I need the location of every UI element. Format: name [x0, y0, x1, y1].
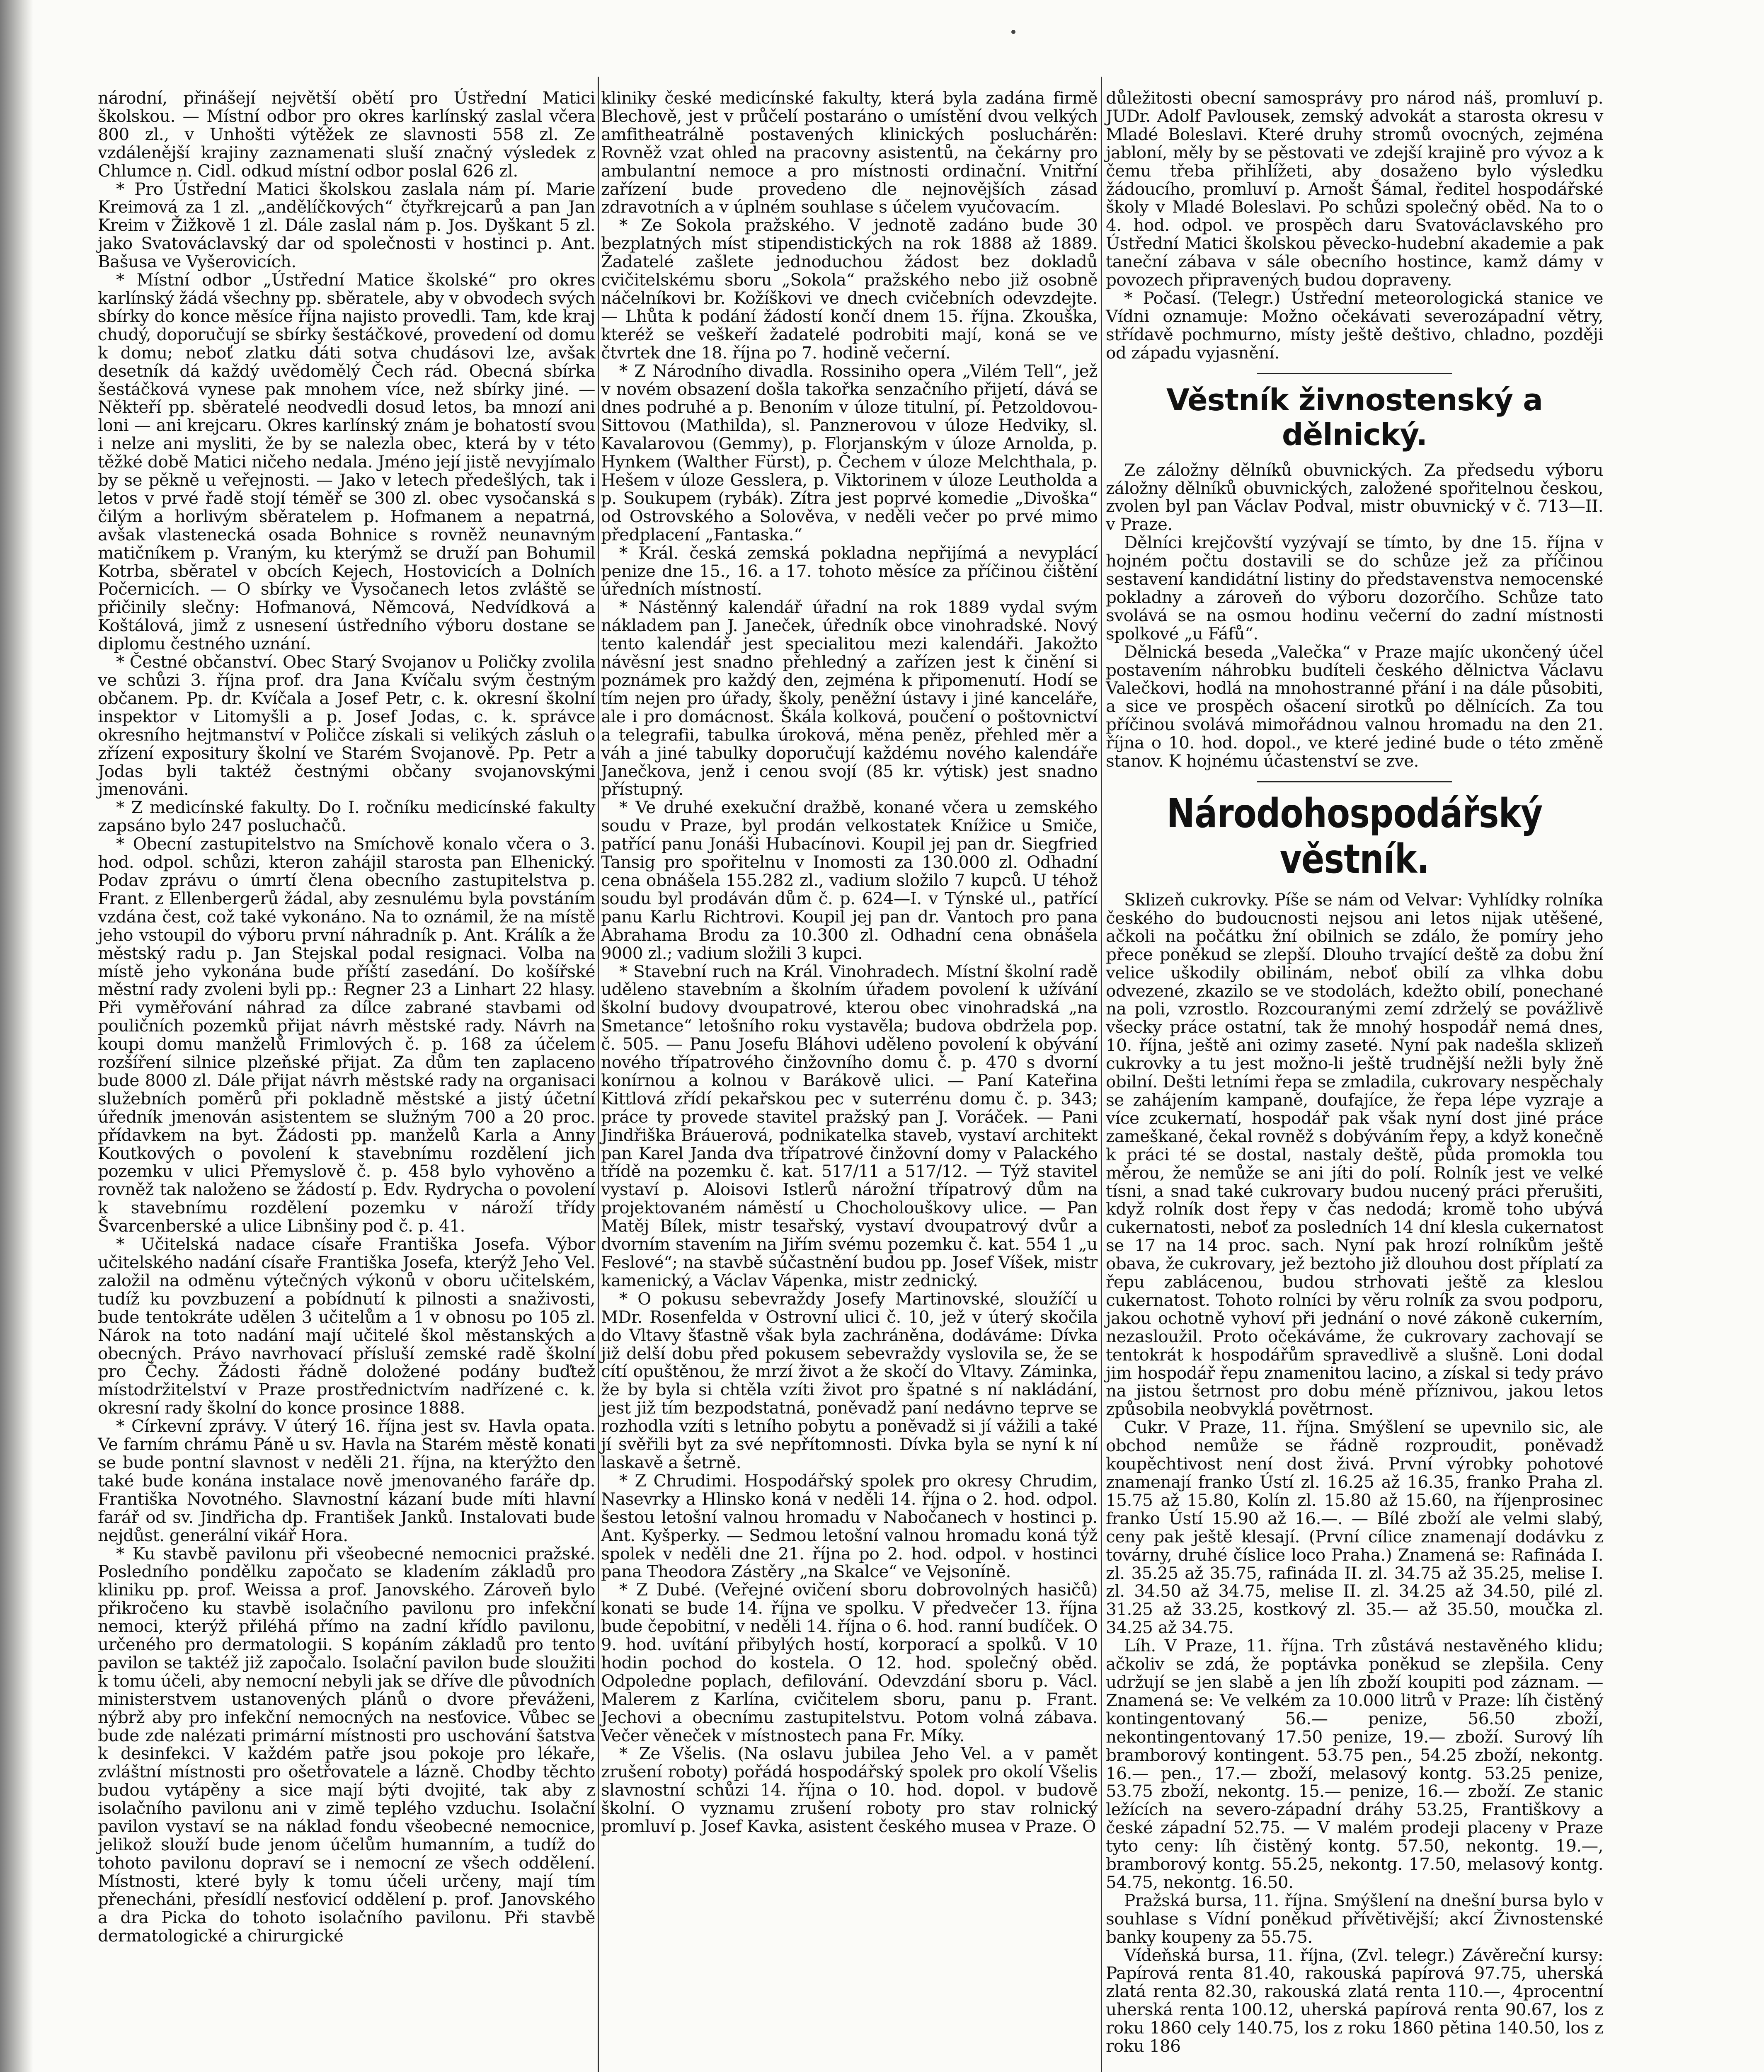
paragraph: * Ze Sokola pražského. V jednotě zadáno bude 30 bezplatných míst stipendistických na rok 1888 až 1889. Žadatelé zašlete jednoduchou žádost bez dokladů cvičitelskému sboru „Sokola“ pražského nebo již osobně náčelníkovi br. Kožíškovi ve dnech cvičebních odevzdejte. — Lhůta k podání žádostí končí dnem 15. října. Zkouška, kteréž se veškeří žadatelé podrobiti mají, koná se ve čtvrtek dne 18. října po 7. hodině večerní.: [601, 215, 1098, 363]
binding-shadow: [0, 0, 33, 2072]
paragraph: Pražská bursa, 11. října. Smýšlení na dnešní bursa bylo v souhlase s Vídní poněkud přívětivější; akcí Živnostenské banky koupeny za 55.75.: [1106, 1890, 1603, 1947]
paragraph: národní, přinášejí největší obětí pro Ústřední Matici školskou. — Místní odbor pro okres karlínský zaslal včera 800 zl., v Unhošti výtěžek ze slavnosti 558 zl. Ze vzdálenější krajiny zaznamenati sluší značný výsledek z Chlumce n. Cidl. odkud místní odbor poslal 626 zl.: [98, 88, 595, 181]
paragraph: * Z Národního divadla. Rossiniho opera „Vilém Tell“, jež v novém obsazení došla takořka senzačního přijetí, dává se dnes podruhé a p. Benoním v úloze titulní, pí. Petzoldovou-Sittovou (Mathilda), sl. Panznerovou v úloze Hedviky, sl. Kavalarovou (Gemmy), p. Florjanským v úloze Arnolda, p. Hynkem (Walther Fürst), p. Čechem v úloze Melchthala, p. Hešem v úloze Gesslera, p. Viktorinem v úloze Leutholda a p. Soukupem (rybák). Zítra jest poprvé komedie „Divoška“ od Ostrovského a Solověva, v neděli večer po prvé mimo předplacení „Fantaska.“: [601, 361, 1098, 545]
column-1: [98, 89, 595, 1945]
paragraph: * Ze Všelis. (Na oslavu jubilea Jeho Vel. a v pamět zrušení roboty) pořádá hospodářský spolek pro okolí Všelis slavnostní schůzi 14. října o 10. hod. dopol. v budově školní. O vyznamu zrušení roboty pro stav rolnický promluví p. Josef Kavka, asistent českého musea v Praze. O: [601, 1743, 1098, 1837]
paragraph: * Stavební ruch na Král. Vinohradech. Místní školní radě uděleno stavebním a školním úřadem povolení k užívání školní budovy dvoupatrové, kterou obec vinohradská „na Smetance“ letošního roku vystavěla; budova obdržela pop. č. 505. — Panu Josefu Bláhovi uděleno povolení k obývání nového třípatrového činžovního domu č. p. 470 s dvorní konírnou a kolnou v Barákově ulici. — Paní Kateřina Kittlová zřídí pekařskou pec v suterrénu domu č. p. 343; práce ty provede stavitel pražský pan J. Voráček. — Pani Jindřiška Bráuerová, podnikatelka staveb, vystaví architekt pan Karel Janda dva třípatrové činžovní domy v Palackého třídě na pozemku č. kat. 517/11 a 517/12. — Týž stavitel vystaví p. Aloisovi Istlerů nárožní třípatrový dům na projektovaném náměstí u Chocholouškovy ulice. — Pan Matěj Bílek, mistr tesařský, vystaví dvoupatrový dvůr a dvorním stavením na Jiřím svému pozemku č. kat. 554 1 „u Feslové“; na stavbě súčastnění budou pp. Josef Víšek, mistr kamenický, a Václav Vápenka, mistr zednický.: [601, 961, 1098, 1290]
column-rule-right: [1101, 77, 1102, 2072]
section-heading-economy: Národohospodářský věstník.: [1166, 790, 1543, 882]
paragraph: Líh. V Praze, 11. října. Trh zůstává nestavěného klidu; ačkoliv se zdá, že poptávka poněkud se zlepšila. Ceny udržují se jen slabě a jen líh zboží koupiti pod záznam. — Znamená se: Ve velkém za 10.000 litrů v Praze: líh čistěný kontingentovaný 56.— penize, 56.50 zboží, nekontingentovaný 17.50 penize, 19.— zboží. Surový líh bramborový kontingent. 53.75 pen., 54.25 zboží, nekontg. 16.— pen., 17.— zboží, melasový kontg. 53.25 penize, 53.75 zboží, nekontg. 15.— penize, 16.— zboží. Ze stanic ležících na severo-západní dráhy 53.25, Františkovy a české západní 52.75. — V malém prodeji placeny v Praze tyto ceny: líh čistěný kontg. 57.50, nekontg. 19.—, bramborový kontg. 55.25, nekontg. 17.50, melasový kontg. 54.75, nekontg. 16.50.: [1106, 1636, 1603, 1892]
section-divider: [1257, 373, 1452, 374]
paragraph: * Ku stavbě pavilonu při všeobecné nemocnici pražské. Posledního pondělku započato se kladením základů pro kliniku pp. prof. Weissa a prof. Janovského. Zároveň bylo přikročeno ku stavbě isolačního pavilonu pro infekční nemoci, kterýž přiléhá přímo na zadní křídlo pavilonu, určeného pro dermatologii. S kopáním základů pro tento pavilon se taktéž již započalo. Isolační pavilon bude sloužiti k tomu účeli, aby nemocní nebyli jak se dříve dle původních ministerstvem ustanovených plánů o dvore převáženi, nýbrž aby pro infekční nemocných na nesťovice. Vůbec se bude zde nalézati primární místnosti pro uschování šatstva k desinfekci. V každém patře jsou pokoje pro lékaře, zvláštní místnosti pro ošetřovatele a lázně. Chodby těchto budou vytápěny a sice mají býti dvojité, tak aby z isolačního pavilonu ani v zimě teplého vzduchu. Isolační pavilon vystaví se na náklad fondu všeobecné nemocnice, jelikož slouží bude jenom účelům humanním, a tudíž do tohoto pavilonu dopraví se i nemocní ze všech oddělení. Místnosti, které byly k tomu účeli určeny, mají tím přenecháni, přesídlí nesťovicí oddělení p. prof. Janovského a dra Picka do tohoto isolačního pavilonu. Při stavbě dermatologické a chirurgické: [98, 1543, 595, 1946]
column-2: [601, 89, 1098, 1836]
paragraph: * Obecní zastupitelstvo na Smíchově konalo včera o 3. hod. odpol. schůzi, kteron zahájil starosta pan Elhenický. Podav zprávu o úmrtí člena obecního zastupitelstva p. Frant. z Ellenbergerů žádal, aby zesnulému byla povstáním vzdána čest, což také vykonáno. Na to oznámil, že na místě jeho vstoupil do výboru první náhradník p. Ant. Králík a že městský radu p. Jan Stejskal podal resignaci. Volba na místě jeho vykonána bude příští zasedání. Do košířské městní rady zvoleni byli pp.: Regner 23 a Linhart 22 hlasy. Při vyměřování náhrad za dílce zabrané stavbami od pouličních pozemků přijat návrh městské rady. Návrh na koupi domu manželů Frimlových č. p. 168 za účelem rozšíření silnice plzeňské přijat. Za dům ten zaplaceno bude 8000 zl. Dále přijat návrh městské rady na organisaci služebních poměrů při pokladně městské a jistý účetní úředník jmenován asistentem se služným 700 a 20 proc. přídavkem na byt. Žádosti pp. manželů Karla a Anny Koutkových o povolení k stavebnímu rozdělení jich pozemku v ulici Přemyslově č. p. 458 bylo vyhověno a rovněž tak naloženo se žádostí p. Edv. Rydrycha o povolení k stavebnímu rozdělení pozemku v nároží třídy Švarcenberské a ulice Libnšiny pod č. p. 41.: [98, 834, 595, 1236]
paragraph: Cukr. V Praze, 11. října. Smýšlení se upevnilo sic, ale obchod nemůže se řádně rozproudit, poněvadž koupěchtivost není dost živá. První výrobky pohotové znamenají franko Ústí zl. 16.25 až 16.35, franko Praha zl. 15.75 až 15.80, Kolín zl. 15.80 až 15.60, na říjenprosinec franko Ústí 15.90 až 16.—. — Bílé zboží ale velmi slabý, ceny pak ještě klesají. (První cílice znamenají dodávku z továrny, druhé číslice loco Praha.) Znamená se: Rafináda I. zl. 35.25 až 35.75, rafináda II. zl. 34.75 až 35.25, melise I. zl. 34.50 až 34.75, melise II. zl. 34.25 až 34.50, pilé zl. 31.25 až 33.25, kostkový zl. 35.— až 35.50, moučka zl. 34.25 až 34.75.: [1106, 1417, 1603, 1638]
ink-dot: [1011, 30, 1015, 34]
column-3: [1106, 89, 1603, 2055]
paragraph: Sklizeň cukrovky. Píše se nám od Velvar: Vyhlídky rolníka českého do budoucnosti nejsou ani letos nijak utěšené, ačkoli na počátku žní obilnich se zdálo, že pomíry jeho přece poněkud se zlepší. Dlouho trvající deště za dobu žní velice uškodily obilinám, neboť obilí za vlhka dobu odvezené, zkazilo se ve stodolách, kdežto obilí, ponechané na poli, vzrostlo. Rozcouranými zemí zdrželý se povážlivě všecky práce ostatní, tak že mnohý hospodář nemá dnes, 10. října, ještě ani ozimy zaseté. Nyní pak nadešla sklizeň cukrovky a tu jest možno-li ještě trudnější nežli byly žně obilní. Dešti letními řepa se zmladila, cukrovary nespěchaly se zahájením kampaně, doufajíce, že řepa lépe vyzraje a více zcukernatí, hospodář pak však nyní dost jiné práce zameškané, čekal rovněž s dobýváním řepy, a když konečně k práci té se dostal, nastaly deště, půda promokla tou měrou, že nemůže se ani jíti do polí. Rolník jest ve velké tísni, a snad také cukrovary budou nucený práci přerušiti, když rolník dost řepy v čas nedodá; kromě toho ubývá cukernatosti, neboť za posledních 14 dní klesla cukernatost se 17 na 14 proc. sach. Nyní pak hrozí rolníkům ještě obava, že cukrovary, jež beztoho již dlouhou dost příplatí za řepu zablácenou, budou strhovati ještě za kleslou cukernatost. Tohoto rolníci by věru rolník za svou podporu, jakou ochotně vyhoví při jednání o nové zákoně cukerním, nezasloužil. Proto očekáváme, že cukrovary zachovají se tentokrát k hospodářům spravedlivě a slušně. Loni dodal jim hospodář řepu znamenitou lacino, a získal si tedy právo na jistou šetrnost pro dobu méně příznivou, jakou letos způsobila neobvyklá povětrnost.: [1106, 890, 1603, 1419]
paragraph: * Církevní zprávy. V úterý 16. října jest sv. Havla opata. Ve farním chrámu Páně u sv. Havla na Starém městě konati se bude pontní slavnost v neděli 21. října, na kterýžto den také bude konána instalace nově jmenovaného faráře dp. Františka Novotného. Slavnostní kázaní bude míti hlavní farář od sv. Jindřicha dp. František Janků. Instalovati bude nejdůst. generální vikář Hora.: [98, 1416, 595, 1545]
paragraph: * Král. česká zemská pokladna nepřijímá a nevyplácí penize dne 15., 16. a 17. tohoto měsíce za příčinou čištění úředních místností.: [601, 542, 1098, 599]
paragraph: Vídeňská bursa, 11. října, (Zvl. telegr.) Závěreční kursy: Papírová renta 81.40, rakouská papírová 97.75, uherská zlatá renta 82.30, rakouská zlatá renta 110.—, 4procentní uherská renta 100.12, uherská papírová renta 90.67, los z roku 1860 cely 140.75, los z roku 1860 pětina 140.50, los z roku 186: [1106, 1945, 1603, 2056]
paragraph: * Místní odbor „Ústřední Matice školské“ pro okres karlínský žádá všechny pp. sběratele, aby v obvodech svých sbírky do konce měsíce října najisto provedli. Tam, kde kraj chudý, doporučují se sbírky šestáčkové, provedení od domu k domu; neboť zlatku dáti sotva chudásovi lze, avšak desetník dá každý uvědomělý Čech rád. Obecná sbírka šestáčková vynese pak mnohem více, než sbírky jiné. — Někteří pp. sběratelé neodvedli dosud letos, ba mnozí ani loni — ani krejcaru. Okres karlínský znám je bohatostí svou i nelze ani mysliti, že by se nalezla obec, která by v této těžké době Matici ničeho nedala. Jméno její jistě nevyjímalo by se pěkně u veřejnosti. — Jako v letech předešlých, tak i letos v prvé řadě stojí téměř se 300 zl. obec vysočanská s čilým a horlivým sběratelem p. Hofmanem a nepatrná, avšak vlastenecká osada Bohnice s rovněž neunavným matičníkem p. Vraným, ku kterýmž se druží pan Bohumil Kotrba, sběratel v obcích Kejech, Hostovicích a Dolních Počernicích. — O sbírky ve Vysočanech letos zvláště se přičinily slečny: Hofmanová, Němcová, Nedvídková a Koštálová, jimž z usnesení ústředního výboru dostane se diplomu čestného uznání.: [98, 270, 595, 654]
paragraph: * Počasí. (Telegr.) Ústřední meteorologická stanice ve Vídni oznamuje: Možno očekávati severozápadní větry, střídavě pochmurno, místy ještě deštivo, chladno, později od západu vyjasnění.: [1106, 288, 1603, 363]
paragraph: důležitosti obecní samosprávy pro národ náš, promluví p. JUDr. Adolf Pavlousek, zemský advokát a starosta okresu v Mladé Boleslavi. Které druhy stromů ovocných, zejména jabloní, měly by se pěstovati ve zdejší krajině pro vývoz a k čemu třeba přihlížeti, aby dosaženo bylo výsledku žádoucího, promluví p. Arnošt Šámal, ředitel hospodářské školy v Mladé Boleslavi. Po schůzi společný oběd. Na to o 4. hod. odpol. ve prospěch daru Svatováclavského pro Ústřední Matici školskou pěvecko-hudební akademie a pak taneční zábava v sále obecního hostince, kamž dámy v povozech připravených budou dopraveny.: [1106, 88, 1603, 290]
paragraph: * Ve druhé exekuční dražbě, konané včera u zemského soudu v Praze, byl prodán velkostatek Knížice u Smiče, patřící panu Jonáši Hubacínovi. Koupil jej pan dr. Siegfried Tansig pro spořitelnu v Inomosti za 130.000 zl. Odhadní cena obnášela 155.282 zl., vadium složilo 7 kupců. U téhož soudu byl prodáván dům č. p. 624—I. v Týnské ul., patřící panu Karlu Richtrovi. Koupil jej pan dr. Vantoch pro pana Abrahama Brodu za 10.300 zl. Odhadní cena obnášela 9000 zl.; vadium složili 3 kupci.: [601, 797, 1098, 963]
paragraph: Dělníci krejčovští vyzývají se tímto, by dne 15. října v hojném počtu dostavili se do schůze jež za příčinou sestavení kandidátní listiny do představenstva nemocenské pokladny a zároveň do výboru dozorčího. Schůze tato svolává se na osmou hodinu večerní do zadní místnosti spolkové „u Fáfů“.: [1106, 533, 1603, 644]
paragraph: * Z medicínské fakulty. Do I. ročníku medicínské fakulty zapsáno bylo 247 posluchačů.: [98, 797, 595, 836]
section-heading-trade: Věstník živnostenský a dělnický.: [1166, 382, 1543, 452]
paragraph: * O pokusu sebevraždy Josefy Martinovské, sloužíčí u MDr. Rosenfelda v Ostrovní ulici č. 10, jež v úterý skočila do Vltavy šťastně však byla zachráněna, dodáváme: Dívka již delší dobu před pokusem sebevraždy vyslovila se, že se cítí opuštěnou, že mrzí život a že skočí do Vltavy. Záminka, že by byla si chtěla vzíti život pro špatné s ní nakládání, jest již tím bezpodstatná, poněvadž paní nedávno teprve se rozhodla vzíti s letního pobytu a poněvadž si jí vážili a také jí svěřili byt za své nepřítomnosti. Dívka byla se nyní k ní laskavě a šetrně.: [601, 1288, 1098, 1472]
paragraph: Ze záložny dělníků obuvnických. Za předsedu výboru záložny dělníků obuvnických, založené spořitelnou českou, zvolen byl pan Václav Podval, mistr obuvnický v č. 713—II. v Praze.: [1106, 460, 1603, 535]
paragraph: * Pro Ústřední Matici školskou zaslala nám pí. Marie Kreimová za 1 zl. „andělíčkových“ čtyřkrejcarů a pan Jan Kreim v Žižkově 1 zl. Dále zaslal nám p. Jos. Dyškant 5 zl. jako Svatováclavský dar od společnosti v hostinci p. Ant. Bašusa ve Vyšerovicích.: [98, 179, 595, 272]
paragraph: kliniky české medicínské fakulty, která byla zadána firmě Blechově, jest v průčelí postaráno o umístění dvou velkých amfitheatrálně postavených klinických posluchárěn: Rovněž vzat ohled na pracovny asistentů, na čekárny pro ambulantní nemoce a pro místnosti ordinační. Vnitřní zařízení bude provedeno dle nejnovějších zásad zdravotních a v úplném souhlase s účelem vyučovacím.: [601, 88, 1098, 217]
paragraph: * Z Chrudimi. Hospodářský spolek pro okresy Chrudim, Nasevrky a Hlinsko koná v neděli 14. října o 2. hod. odpol. šestou letošní valnou hromadu v Nabočanech v hostinci p. Ant. Kyšperky. — Sedmou letošní valnou hromadu koná týž spolek v neděli dne 21. října po 2. hod. odpol. v hostinci pana Theodora Zástěry „na Skalce“ ve Vejsoníně.: [601, 1470, 1098, 1582]
paragraph: * Čestné občanství. Obec Starý Svojanov u Poličky zvolila ve schůzi 3. října prof. dra Jana Kvíčalu svým čestným občanem. Pp. dr. Kvíčala a Josef Petr, c. k. okresní školní inspektor v Litomyšli a p. Josef Jodas, c. k. správce okresního hejtmanství v Poličce získali si velikých zásluh o zřízení expositury školní ve Starém Svojanově. Pp. Petr a Jodas byli taktéž čestnými občany svojanovskými jmenováni.: [98, 652, 595, 799]
paragraph: * Z Dubé. (Veřejné ovičení sboru dobrovolných hasičů) konati se bude 14. října ve spolku. V předvečer 13. října bude čepobitní, v neděli 14. října o 6. hod. ranní budíček. O 9. hod. uvítání přibylých hostí, korporací a spolků. V 10 hodin pochod do kostela. O 12. hod. společný oběd. Odpoledne poplach, defilování. Odevzdání sboru p. Václ. Malerem z Karlína, cvičitelem sboru, panu p. Frant. Jechovi a obecnímu zastupitelstvu. Potom volná zábava. Večer věneček v místnostech pana Fr. Míky.: [601, 1580, 1098, 1745]
paragraph: * Nástěnný kalendář úřadní na rok 1889 vydal svým nákladem pan J. Janeček, úředník obce vinohradské. Nový tento kalendář jest specialitou mezi kalendáři. Jakožto návěsní jest snadno přehledný a zařízen jest k činění si poznámek pro každý den, zejména k připomenutí. Hodí se tím nejen pro úřady, školy, peněžní ústavy i jiné kanceláře, ale i pro domácnost. Škála kolková, poučení o poštovnictví a telegrafii, tabulka úroková, měna peněz, přehled měr a váh a jiné tabulky doporučují každému nového kalendáře Janečkova, jenž i cenou svojí (85 kr. výtisk) jest snadno přístupný.: [601, 597, 1098, 799]
paragraph: * Učitelská nadace císaře Františka Josefa. Výbor učitelského nadání císaře Františka Josefa, kterýž Jeho Vel. založil na odměnu výtečných výkonů v oboru učitelském, tudíž ku povzbuzení a pobídnutí k pilnosti a snaživosti, bude tentokráte udělen 3 učitelům a 1 v obnosu po 105 zl. Nárok na toto nadání mají učitelé škol městanských a obecných. Právo navrhovací přísluší zemské radě školní pro Čechy. Žádosti řádně doložené podány buďtež místodržitelství v Praze prostřednictvím nadřízené c. k. okresní rady školní do konce prosince 1888.: [98, 1234, 595, 1418]
section-divider: [1257, 781, 1452, 782]
column-rule-left: [598, 77, 599, 2072]
paragraph: Dělnická beseda „Valečka“ v Praze majíc ukončený účel postavením náhrobku budíteli českého dělnictva Václavu Valečkovi, hodlá na mnohostranné přání i na dále působiti, a sice ve prospěch ošacení sirotků po dělnících. Za tou příčinou svolává mimořádnou valnou hromadu na den 21. října o 10. hod. dopol., ve které jediné bude o této změně stanov. K hojnému účastenství se zve.: [1106, 641, 1603, 771]
